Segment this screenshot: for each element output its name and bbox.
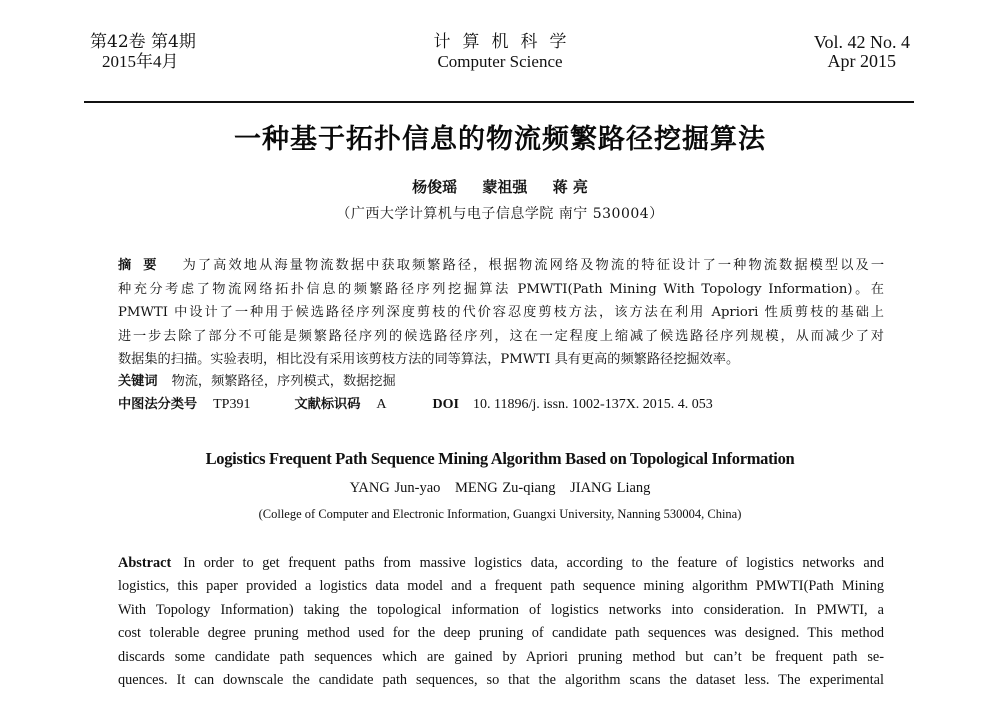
abstract-cn-line: 数据集的扫描。实验表明，相比没有采用该剪枝方法的同等算法，PMWTI 具有更高的频繁路径挖掘效率。 — [118, 352, 740, 368]
journal-name-cn: 计算机科学 — [433, 32, 579, 52]
abstract-en-line: logistics, this paper provided a logistics data model and a frequent path sequence mining algorithm PMWTI(Path Mining — [118, 578, 884, 595]
clc-value: TP391 — [213, 397, 251, 412]
running-header — [90, 30, 910, 102]
keywords-value-cn: 物流，频繁路径，序列模式，数据挖掘 — [171, 374, 396, 389]
doi-label: DOI — [432, 397, 459, 412]
abstract-en — [118, 552, 884, 692]
doc-code-value: A — [376, 397, 387, 412]
abstract-en-line: In order to get frequent paths from massive logistics data, according to the feature of logistics networks and — [183, 555, 884, 571]
journal-name — [90, 33, 910, 71]
doi-value[interactable]: 10. 11896/j. issn. 1002-137X. 2015. 4. 053 — [472, 397, 713, 412]
author-2-cn: 蒙祖强 — [482, 178, 528, 196]
clc-label: 中图法分类号 — [118, 397, 198, 412]
abstract-cn-line: 种充分考虑了物流网络拓扑信息的频繁路径序列挖掘算法 PMWTI(Path Mining With Topology Information)。在 — [118, 281, 884, 297]
journal-name-en: Computer Science — [437, 52, 563, 71]
authors-en — [0, 480, 1000, 497]
abstract-en-line: quences. It can downscale the candidate path sequences, so that the algorithm scans the dataset less. The experimental — [118, 672, 884, 689]
paper-title-cn: 一种基于拓扑信息的物流频繁路径挖掘算法 — [234, 124, 766, 155]
keywords-cn — [118, 372, 396, 392]
abstract-label-en: Abstract — [118, 555, 172, 571]
abstract-cn-line: 进一步去除了部分不可能是频繁路径序列的候选路径序列，这在一定程度上缩减了候选路径序列规模，从而减少了对 — [118, 328, 884, 344]
author-3-cn: 蒋 亮 — [552, 178, 588, 196]
doc-code-label: 文献标识码 — [294, 397, 361, 412]
paper-title-en: Logistics Frequent Path Sequence Mining Algorithm Based on Topological Information — [205, 449, 795, 468]
abstract-cn — [118, 254, 884, 372]
classification-line — [118, 395, 713, 415]
abstract-en-line: cost tolerable degree pruning method used for the deep pruning of candidate path sequences was designed. This method — [118, 625, 884, 642]
publication-date-cn: 2015年4月 — [102, 52, 179, 71]
authors-cn — [0, 176, 1000, 197]
affiliation-en: (College of Computer and Electronic Information, Guangxi University, Nanning 530004, China) — [258, 507, 742, 521]
header-rule — [84, 101, 914, 103]
abstract-label-cn: 摘要 — [118, 258, 169, 273]
author-2-en: MENG Zu-qiang — [455, 480, 556, 496]
abstract-en-line: discards some candidate path sequences which are gained by Apriori pruning method but can’t be frequent path se- — [118, 648, 884, 665]
affiliation-cn: （广西大学计算机与电子信息学院 南宁 530004） — [336, 206, 664, 222]
abstract-cn-line: PMWTI 中设计了一种用于候选路径序列深度剪枝的代价容忍度剪枝方法，该方法在利用 Apriori 性质剪枝的基础上 — [118, 305, 884, 321]
volume-issue-en — [814, 33, 910, 71]
abstract-en-line: With Topology Information) taking the topological information of logistics networks into consideration. In PMWTI, a — [118, 601, 884, 618]
publication-date-en: Apr 2015 — [827, 51, 896, 71]
author-1-cn: 杨俊瑶 — [412, 178, 458, 196]
author-1-en: YANG Jun-yao — [349, 480, 441, 496]
author-3-en: JIANG Liang — [570, 480, 651, 496]
volume-number-en: Vol. 42 No. 4 — [813, 32, 910, 52]
keywords-label-cn: 关键词 — [118, 374, 158, 389]
abstract-cn-line: 为了高效地从海量物流数据中获取频繁路径，根据物流网络及物流的特征设计了一种物流数据模型以及一 — [182, 258, 885, 273]
volume-issue-cn: 第42卷 第4期 — [90, 32, 196, 52]
